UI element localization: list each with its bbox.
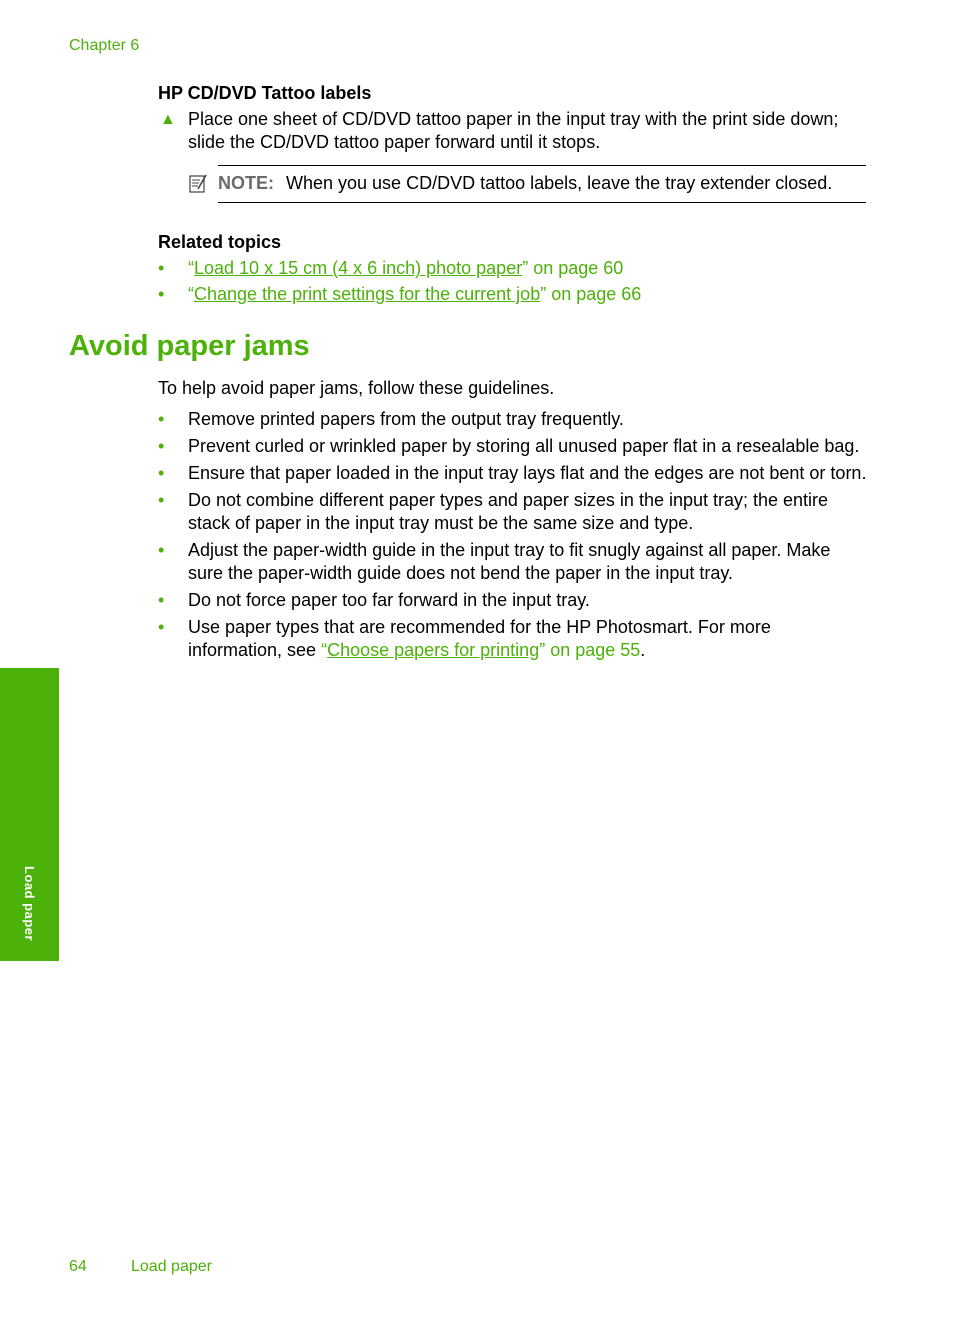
bullet-icon: •	[158, 617, 165, 637]
note-icon	[188, 174, 208, 194]
bullet-icon: •	[158, 490, 165, 510]
list-item: • Adjust the paper-width guide in the input tray to fit snugly against all paper. Make sure the paper-width guide does not bend the paper in the input tray.	[158, 540, 831, 583]
bullet-icon: •	[158, 409, 165, 429]
tattoo-section	[158, 82, 866, 309]
list-item: • Remove printed papers from the output tray frequently.	[158, 409, 624, 429]
link-choose-papers[interactable]: Choose papers for printing	[327, 640, 540, 660]
bullet-icon: •	[158, 590, 165, 610]
side-tab-label: Load paper	[22, 866, 37, 942]
related-link-change-print-settings[interactable]: Change the print settings for the current job	[194, 284, 541, 304]
page-number: 64	[69, 1258, 87, 1275]
section-title: Avoid paper jams	[69, 330, 310, 362]
related-item: • “Change the print settings for the current job” on page 66	[158, 284, 642, 304]
guidelines-section	[158, 377, 868, 666]
bullet-icon: •	[158, 258, 165, 278]
chapter-label: Chapter 6	[69, 37, 140, 54]
bullet-icon: •	[158, 284, 165, 304]
list-item: • Use paper types that are recommended for the HP Photosmart. For more information, see “Choose papers for printing” on page 55.	[158, 617, 771, 660]
list-item: • Prevent curled or wrinkled paper by storing all unused paper flat in a resealable bag.	[158, 436, 860, 456]
bullet-icon: •	[158, 463, 165, 483]
list-item: • Do not force paper too far forward in the input tray.	[158, 590, 590, 610]
note-label: NOTE:	[218, 173, 274, 193]
guidelines-list	[158, 408, 868, 662]
bullet-icon: •	[158, 436, 165, 456]
list-item: • Ensure that paper loaded in the input tray lays flat and the edges are not bent or torn.	[158, 463, 867, 483]
related-list	[158, 257, 866, 306]
note-text: When you use CD/DVD tattoo labels, leave the tray extender closed.	[286, 173, 833, 193]
tattoo-heading: HP CD/DVD Tattoo labels	[158, 83, 372, 103]
note-box	[218, 165, 866, 203]
footer-title: Load paper	[131, 1258, 212, 1275]
related-topics	[158, 231, 866, 306]
related-link-load-photo-paper[interactable]: Load 10 x 15 cm (4 x 6 inch) photo paper	[194, 258, 523, 278]
step-triangle-icon: ▲	[160, 111, 176, 128]
guidelines-intro: To help avoid paper jams, follow these guidelines.	[158, 378, 555, 398]
related-heading: Related topics	[158, 232, 282, 252]
side-tab	[0, 668, 59, 961]
list-item: • Do not combine different paper types and paper sizes in the input tray; the entire stack of paper in the input tray must be the same size and type.	[158, 490, 829, 533]
tattoo-step-text: Place one sheet of CD/DVD tattoo paper in the input tray with the print side down; slide the CD/DVD tattoo paper forward until it stops.	[188, 109, 839, 152]
bullet-icon: •	[158, 540, 165, 560]
tattoo-step	[158, 108, 866, 154]
related-item: • “Load 10 x 15 cm (4 x 6 inch) photo paper” on page 60	[158, 258, 624, 278]
